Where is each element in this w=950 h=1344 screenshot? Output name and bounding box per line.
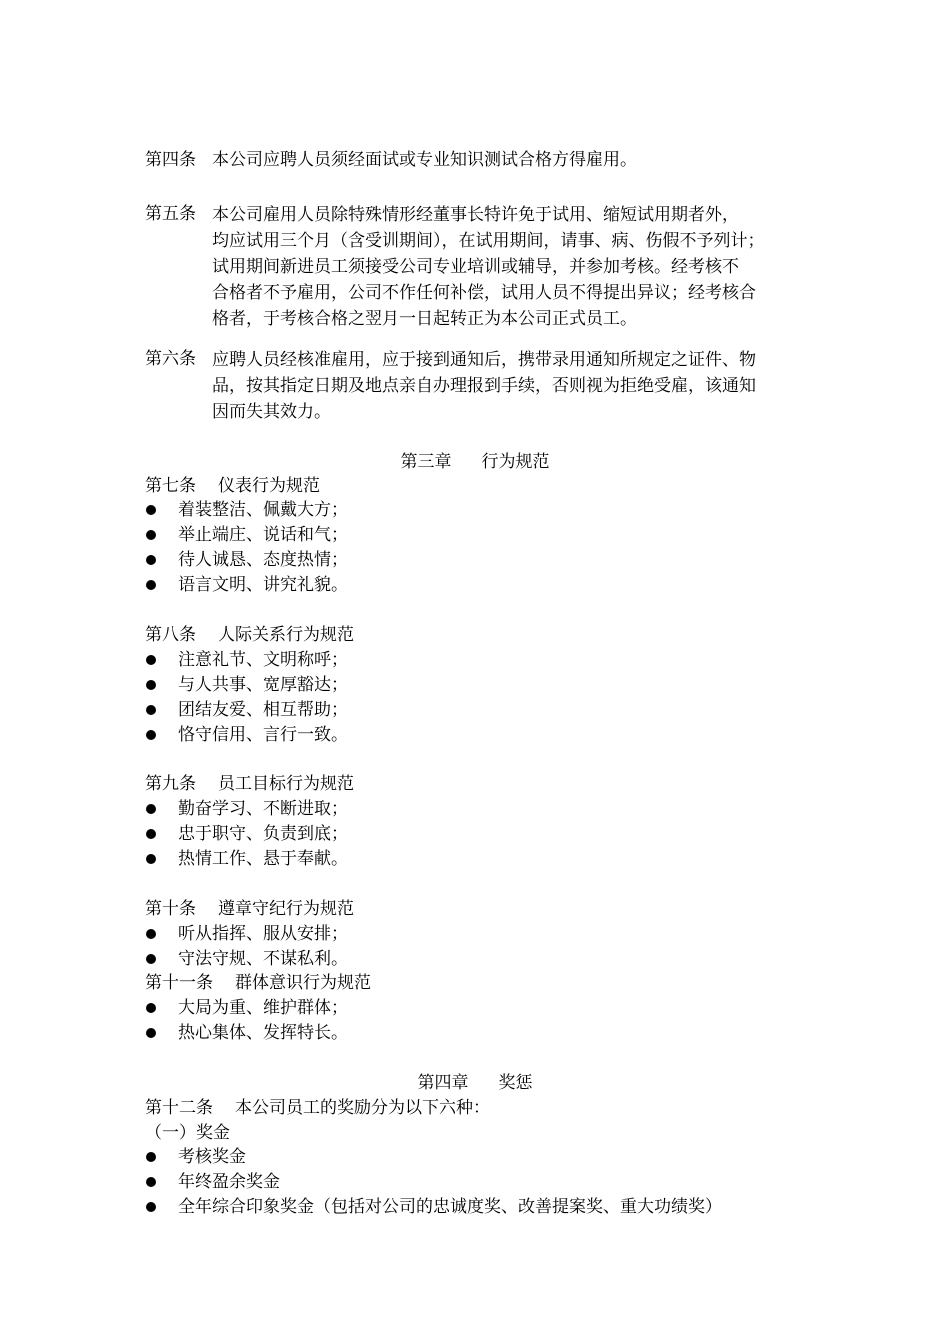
- chapter-4-heading: [0, 1071, 950, 1096]
- bullet-icon: [146, 929, 156, 939]
- bullet-icon: [146, 655, 156, 665]
- section-10-heading: 第十条 遵章守纪行为规范: [145, 899, 354, 919]
- bullet-icon: [146, 854, 156, 864]
- subsection-1-heading: （一）奖金: [145, 1123, 230, 1143]
- bullet-icon: [146, 954, 156, 964]
- bullet-icon: [146, 804, 156, 814]
- article-6-line: 品，按其指定日期及地点亲自办理报到手续，否则视为拒绝受雇，该通知: [212, 376, 756, 396]
- bullet-icon: [146, 1028, 156, 1038]
- article-4-line: 本公司应聘人员须经面试或专业知识测试合格方得雇用。: [212, 150, 637, 170]
- article-5: [145, 202, 815, 332]
- article-6: [145, 347, 815, 425]
- article-6-label: 第六条: [145, 349, 196, 369]
- bullet-icon: [146, 730, 156, 740]
- article-5-line: 试用期间新进员工须接受公司专业培训或辅导，并参加考核。经考核不: [212, 257, 739, 277]
- article-4-label: 第四条: [145, 150, 196, 170]
- chapter-3-heading: [0, 450, 950, 475]
- bullet-icon: [146, 1003, 156, 1013]
- chapter-3-title: 行为规范: [481, 452, 550, 472]
- bullet-icon: [146, 1152, 156, 1162]
- bullet-icon: [146, 705, 156, 715]
- chapter-4-title: 奖惩: [498, 1073, 533, 1093]
- section-7-heading: 第七条 仪表行为规范: [145, 476, 320, 496]
- section-11-heading: 第十一条 群体意识行为规范: [145, 973, 371, 993]
- chapter-4-number: 第四章: [417, 1073, 469, 1093]
- bullet-icon: [146, 580, 156, 590]
- article-5-line: 格者，于考核合格之翌月一日起转正为本公司正式员工。: [212, 309, 637, 329]
- article-6-line: 因而失其效力。: [212, 402, 331, 422]
- section-8-heading: 第八条 人际关系行为规范: [145, 625, 354, 645]
- bullet-icon: [146, 505, 156, 515]
- bullet-icon: [146, 829, 156, 839]
- document-page: 第四条 本公司应聘人员须经面试或专业知识测试合格方得雇用。 第五条 本公司雇用人员除特殊情形经董事长特许免于试用、缩短试用期者外， 均应试用三个月（含受训期间），在试用期间，请事、病、伤假不予列计； 试用期间新进员工须接受公司专业培训或辅导，并参加考核。经考核不 合格者不予雇用，公司不作任何补偿，试用人员不得提出异议；经考核合 格者，于考核合格之翌月一日起转正为本公司正式员工。 第六条 应聘人员经核准雇用，应于接到通知后，携带录用通知所规定之证件、物 品，按其指定日期及地点亲自办理报到手续，否则视为拒绝受雇，该通知 因而失其效力。 第三章 行为规范 第七条 仪表行为规范 着装整洁、佩戴大方； 举止端庄、说话和气； 待人诚恳、态度热情； 语言文明、讲究礼貌。 第八条 人际关系行为规范 注意礼节、文明称呼； 与人共事、宽厚豁达； 团结友爱、相互帮助； 恪守信用、言行一致。 第九条 员工目标行为规范 勤奋学习、不断进取； 忠于职守、负责到底； 热情工作、悬于奉献。 第十条 遵章守纪行为规范 听从指挥、服从安排； 守法守规、不谋私利。 第十一条 群体意识行为规范 大局为重、维护群体； 热心集体、发挥特长。 第四章 奖惩 第十二条 本公司员工的奖励分为以下六种： （一）奖金 考核奖金 年终盈余奖金 全年综合印象奖金（包括对公司的忠诚度奖、改善提案奖、重大功绩奖）: [0, 0, 950, 1344]
- bullet-icon: [146, 680, 156, 690]
- section-9-heading: 第九条 员工目标行为规范: [145, 774, 354, 794]
- chapter-3-number: 第三章: [400, 452, 452, 472]
- article-5-line: 均应试用三个月（含受训期间），在试用期间，请事、病、伤假不予列计；: [212, 231, 765, 251]
- article-5-line: 合格者不予雇用，公司不作任何补偿，试用人员不得提出异议；经考核合: [212, 283, 756, 303]
- bullet-icon: [146, 555, 156, 565]
- article-6-line: 应聘人员经核准雇用，应于接到通知后，携带录用通知所规定之证件、物: [212, 350, 756, 370]
- article-4: [145, 148, 815, 173]
- bullet-icon: [146, 1177, 156, 1187]
- article-5-label: 第五条: [145, 204, 196, 224]
- bullet-icon: [146, 530, 156, 540]
- section-12-heading: 第十二条 本公司员工的奖励分为以下六种：: [145, 1098, 490, 1118]
- bullet-icon: [146, 1202, 156, 1212]
- article-5-line: 本公司雇用人员除特殊情形经董事长特许免于试用、缩短试用期者外，: [212, 205, 739, 225]
